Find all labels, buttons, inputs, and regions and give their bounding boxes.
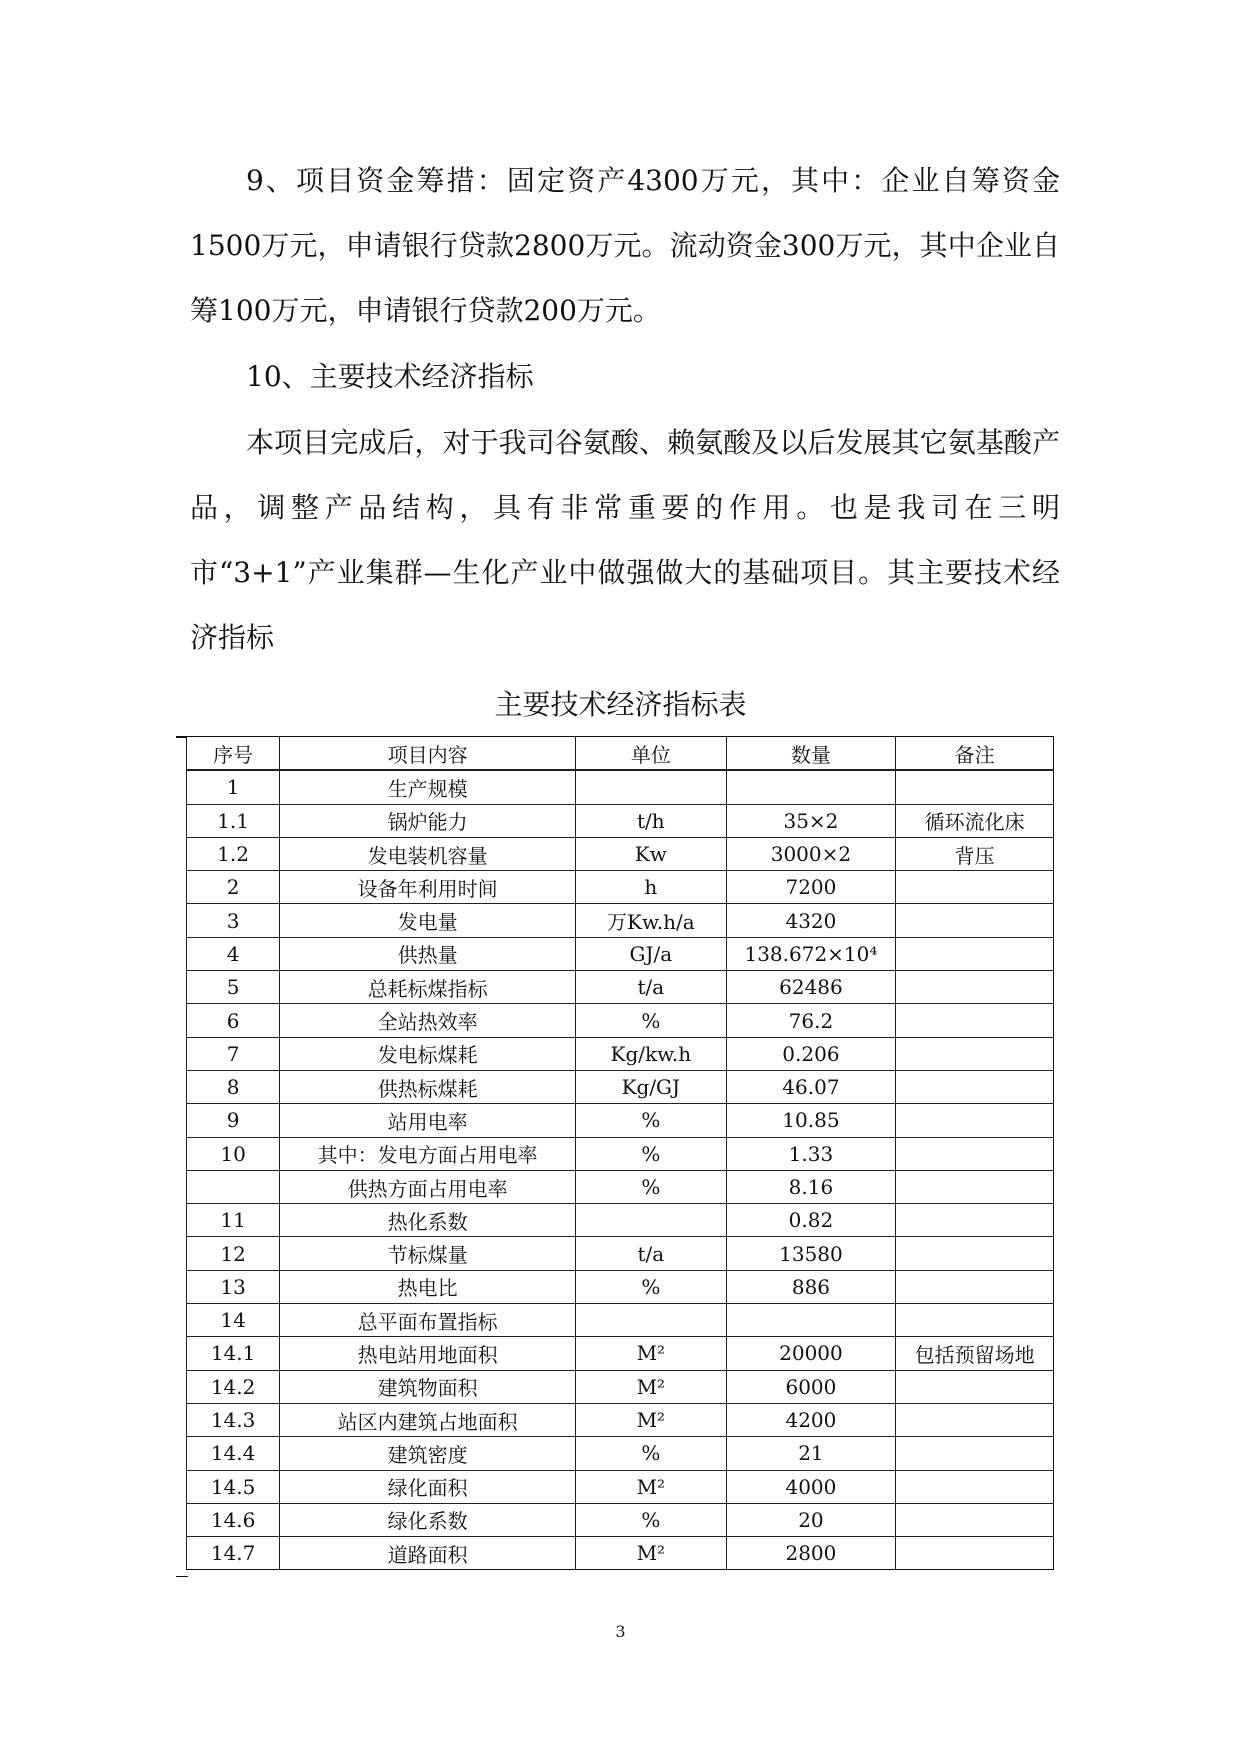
row-number-cell: 8 — [187, 1070, 280, 1103]
note-cell — [896, 1470, 1054, 1503]
item-cell: 全站热效率 — [280, 1004, 576, 1037]
page-number: 3 — [615, 1622, 626, 1641]
unit-cell — [576, 771, 727, 804]
quantity-cell: 4000 — [726, 1470, 896, 1503]
note-cell — [896, 1070, 1054, 1103]
item-cell: 建筑物面积 — [280, 1370, 576, 1403]
note-cell — [896, 871, 1054, 904]
unit-cell: 万Kw.h/a — [576, 904, 727, 937]
item-cell: 发电装机容量 — [280, 837, 576, 870]
row-number-cell: 3 — [187, 904, 280, 937]
quantity-cell: 20000 — [726, 1337, 896, 1370]
quantity-cell — [726, 771, 896, 804]
table-row — [187, 1337, 1054, 1370]
row-number-cell: 14.2 — [187, 1370, 280, 1403]
unit-cell: Kw — [576, 837, 727, 870]
header-cell-note: 备注 — [896, 737, 1054, 770]
note-cell — [896, 1237, 1054, 1270]
note-cell — [896, 1170, 1054, 1203]
row-number-cell: 1 — [187, 771, 280, 804]
unit-cell: % — [576, 1137, 727, 1170]
unit-cell: Kg/GJ — [576, 1070, 727, 1103]
table-row — [187, 1137, 1054, 1170]
table-row — [187, 971, 1054, 1004]
row-number-cell: 14.3 — [187, 1403, 280, 1436]
header-cell-item: 项目内容 — [280, 737, 576, 770]
unit-cell: % — [576, 1170, 727, 1203]
paragraph-funding: 9、项目资金筹措：固定资产4300万元，其中：企业自筹资金1500万元，申请银行贷款2800万元。流动资金300万元，其中企业自筹100万元，申请银行贷款200万元。 — [190, 164, 1060, 327]
item-cell: 节标煤量 — [280, 1237, 576, 1270]
quantity-cell: 0.82 — [726, 1204, 896, 1237]
quantity-cell: 4320 — [726, 904, 896, 937]
table-row — [187, 1037, 1054, 1070]
table-row — [187, 1537, 1054, 1570]
table-row — [187, 804, 1054, 837]
item-cell: 站用电率 — [280, 1104, 576, 1137]
note-cell — [896, 1503, 1054, 1536]
quantity-cell: 886 — [726, 1270, 896, 1303]
unit-cell: t/a — [576, 971, 727, 1004]
row-number-cell: 4 — [187, 937, 280, 970]
table-row — [187, 1503, 1054, 1536]
row-number-cell: 14.7 — [187, 1537, 280, 1570]
row-number-cell: 12 — [187, 1237, 280, 1270]
quantity-cell — [726, 1304, 896, 1337]
note-cell — [896, 1037, 1054, 1070]
table-leader-line-bottom — [176, 1576, 188, 1577]
row-number-cell — [187, 1170, 280, 1203]
row-number-cell: 9 — [187, 1104, 280, 1137]
row-number-cell: 14 — [187, 1304, 280, 1337]
item-cell: 供热量 — [280, 937, 576, 970]
table-row — [187, 1403, 1054, 1436]
unit-cell — [576, 1304, 727, 1337]
row-number-cell: 1.1 — [187, 804, 280, 837]
row-number-cell: 14.6 — [187, 1503, 280, 1536]
quantity-cell: 20 — [726, 1503, 896, 1536]
unit-cell: GJ/a — [576, 937, 727, 970]
table-title: 主要技术经济指标表 — [494, 688, 747, 721]
row-number-cell: 10 — [187, 1137, 280, 1170]
table-row — [187, 837, 1054, 870]
note-cell — [896, 1370, 1054, 1403]
row-number-cell: 7 — [187, 1037, 280, 1070]
table-row — [187, 1204, 1054, 1237]
quantity-cell: 6000 — [726, 1370, 896, 1403]
quantity-cell: 21 — [726, 1437, 896, 1470]
item-cell: 锅炉能力 — [280, 804, 576, 837]
row-number-cell: 1.2 — [187, 837, 280, 870]
unit-cell: M² — [576, 1370, 727, 1403]
table-row — [187, 904, 1054, 937]
paragraph-project-significance: 本项目完成后，对于我司谷氨酸、赖氨酸及以后发展其它氨基酸产品，调整产品结构，具有非常重要的作用。也是我司在三明市“3+1”产业集群—生化产业中做强做大的基础项目。其主要技术经济指标 — [190, 426, 1060, 654]
note-cell: 包括预留场地 — [896, 1337, 1054, 1370]
note-cell — [896, 1304, 1054, 1337]
item-cell: 站区内建筑占地面积 — [280, 1403, 576, 1436]
table-row — [187, 1370, 1054, 1403]
note-cell: 背压 — [896, 837, 1054, 870]
header-cell-number: 序号 — [187, 737, 280, 770]
table-row — [187, 1304, 1054, 1337]
table-row — [187, 1437, 1054, 1470]
note-cell — [896, 1537, 1054, 1570]
item-cell: 绿化面积 — [280, 1470, 576, 1503]
item-cell: 生产规模 — [280, 771, 576, 804]
table-row — [187, 1270, 1054, 1303]
item-cell: 绿化系数 — [280, 1503, 576, 1536]
quantity-cell: 0.206 — [726, 1037, 896, 1070]
item-cell: 供热标煤耗 — [280, 1070, 576, 1103]
quantity-cell: 138.672×10⁴ — [726, 937, 896, 970]
row-number-cell: 5 — [187, 971, 280, 1004]
quantity-cell: 1.33 — [726, 1137, 896, 1170]
table-row — [187, 937, 1054, 970]
quantity-cell: 35×2 — [726, 804, 896, 837]
note-cell — [896, 1137, 1054, 1170]
note-cell — [896, 771, 1054, 804]
item-cell: 供热方面占用电率 — [280, 1170, 576, 1203]
table-row — [187, 1070, 1054, 1103]
note-cell — [896, 1004, 1054, 1037]
table-row — [187, 1470, 1054, 1503]
row-number-cell: 6 — [187, 1004, 280, 1037]
note-cell — [896, 937, 1054, 970]
unit-cell: % — [576, 1437, 727, 1470]
quantity-cell: 62486 — [726, 971, 896, 1004]
unit-cell: % — [576, 1104, 727, 1137]
unit-cell: M² — [576, 1537, 727, 1570]
indicators-table — [186, 736, 1054, 1570]
quantity-cell: 4200 — [726, 1403, 896, 1436]
item-cell: 热电站用地面积 — [280, 1337, 576, 1370]
unit-cell: M² — [576, 1403, 727, 1436]
quantity-cell: 2800 — [726, 1537, 896, 1570]
unit-cell: M² — [576, 1470, 727, 1503]
table-body — [187, 771, 1054, 1570]
note-cell: 循环流化床 — [896, 804, 1054, 837]
row-number-cell: 14.1 — [187, 1337, 280, 1370]
unit-cell: % — [576, 1503, 727, 1536]
row-number-cell: 14.4 — [187, 1437, 280, 1470]
unit-cell: M² — [576, 1337, 727, 1370]
table-row — [187, 871, 1054, 904]
item-cell: 发电标煤耗 — [280, 1037, 576, 1070]
table-row — [187, 771, 1054, 804]
unit-cell: h — [576, 871, 727, 904]
table-row — [187, 1004, 1054, 1037]
item-cell: 道路面积 — [280, 1537, 576, 1570]
note-cell — [896, 904, 1054, 937]
note-cell — [896, 1270, 1054, 1303]
unit-cell: % — [576, 1004, 727, 1037]
table-header-row — [187, 737, 1054, 770]
item-cell: 设备年利用时间 — [280, 871, 576, 904]
unit-cell: % — [576, 1270, 727, 1303]
quantity-cell: 8.16 — [726, 1170, 896, 1203]
quantity-cell: 76.2 — [726, 1004, 896, 1037]
row-number-cell: 14.5 — [187, 1470, 280, 1503]
table-row — [187, 1104, 1054, 1137]
row-number-cell: 11 — [187, 1204, 280, 1237]
table-row — [187, 1237, 1054, 1270]
item-cell: 建筑密度 — [280, 1437, 576, 1470]
note-cell — [896, 1437, 1054, 1470]
note-cell — [896, 1403, 1054, 1436]
item-cell: 总耗标煤指标 — [280, 971, 576, 1004]
item-cell: 其中：发电方面占用电率 — [280, 1137, 576, 1170]
row-number-cell: 13 — [187, 1270, 280, 1303]
header-cell-quantity: 数量 — [726, 737, 896, 770]
note-cell — [896, 1204, 1054, 1237]
row-number-cell: 2 — [187, 871, 280, 904]
item-cell: 发电量 — [280, 904, 576, 937]
item-cell: 热电比 — [280, 1270, 576, 1303]
quantity-cell: 13580 — [726, 1237, 896, 1270]
unit-cell: t/h — [576, 804, 727, 837]
table-row — [187, 1170, 1054, 1203]
paragraph-heading-indicators: 10、主要技术经济指标 — [246, 360, 534, 393]
item-cell: 总平面布置指标 — [280, 1304, 576, 1337]
item-cell: 热化系数 — [280, 1204, 576, 1237]
quantity-cell: 46.07 — [726, 1070, 896, 1103]
quantity-cell: 3000×2 — [726, 837, 896, 870]
note-cell — [896, 971, 1054, 1004]
quantity-cell: 7200 — [726, 871, 896, 904]
unit-cell: Kg/kw.h — [576, 1037, 727, 1070]
quantity-cell: 10.85 — [726, 1104, 896, 1137]
unit-cell — [576, 1204, 727, 1237]
note-cell — [896, 1104, 1054, 1137]
header-cell-unit: 单位 — [576, 737, 727, 770]
unit-cell: t/a — [576, 1237, 727, 1270]
